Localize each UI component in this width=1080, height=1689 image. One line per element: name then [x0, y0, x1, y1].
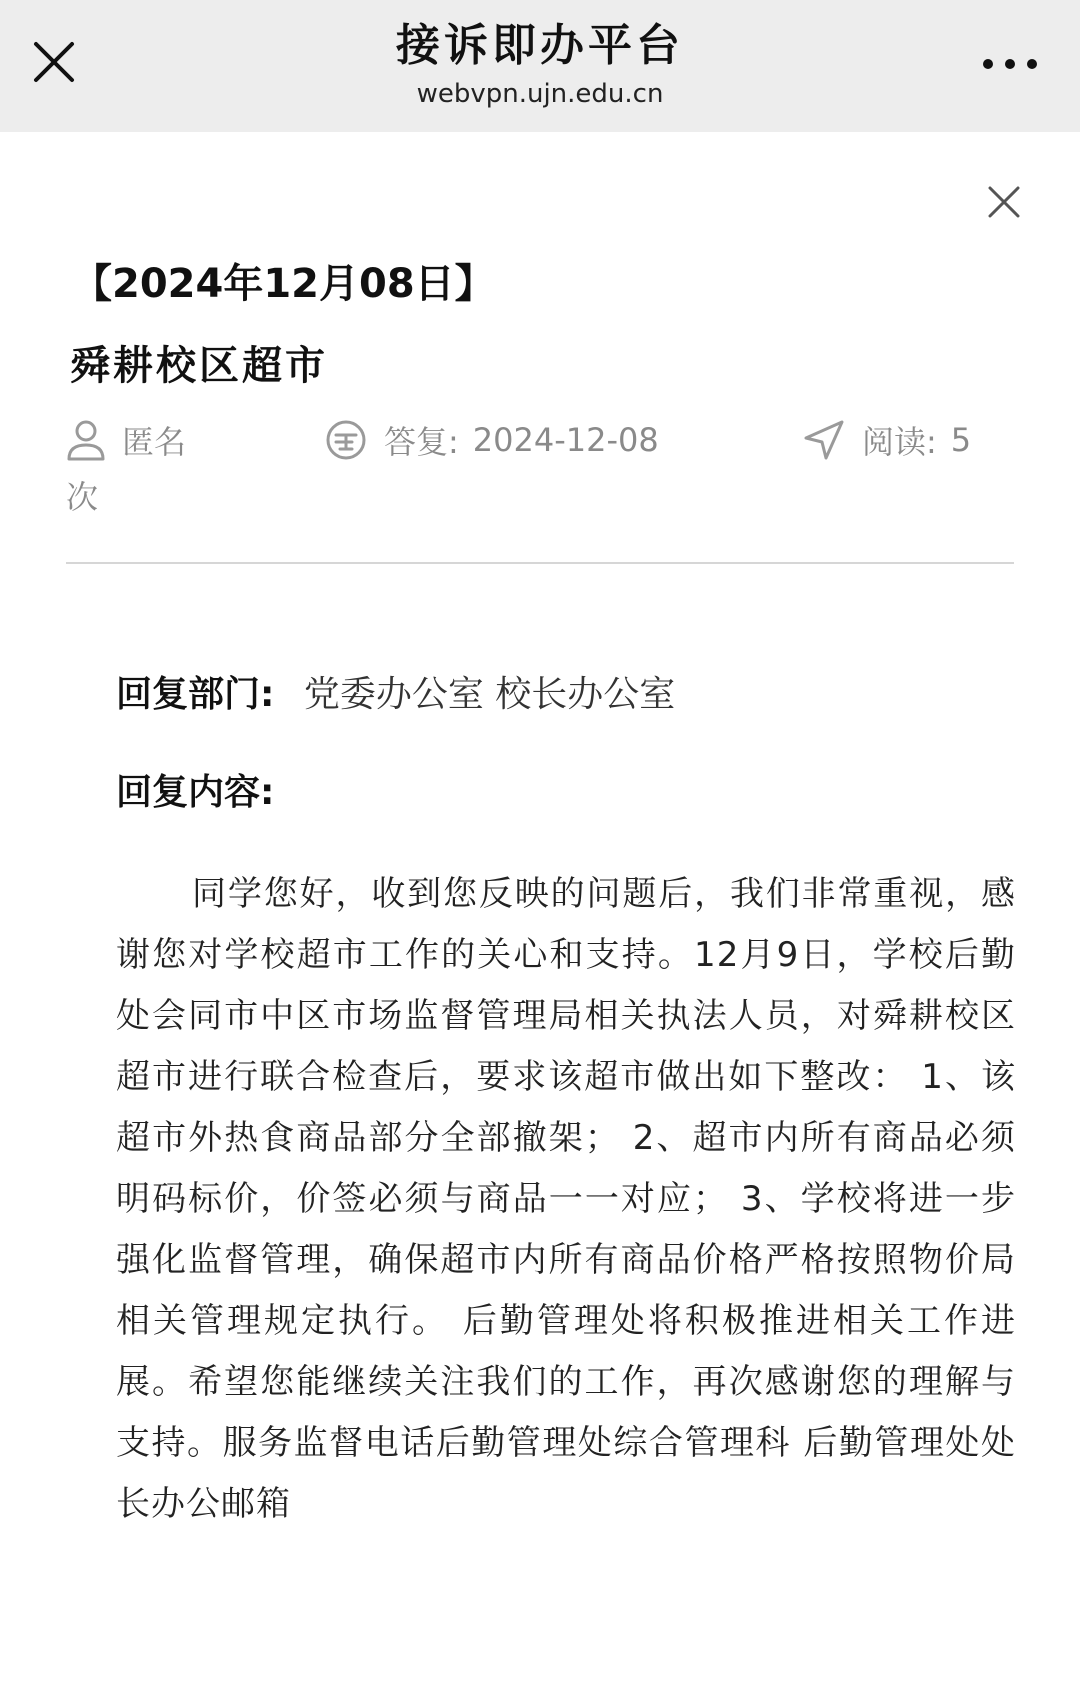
reads-label: 阅读:: [862, 423, 937, 461]
post-title: 舜耕校区超市: [70, 343, 328, 389]
close-button[interactable]: [28, 36, 80, 88]
reply-department-value: 党委办公室 校长办公室: [303, 674, 676, 715]
reply-content: 同学您好，收到您反映的问题后，我们非常重视，感谢您对学校超市工作的关心和支持。12月9日，学校后勤处会同市中区市场监督管理局相关执法人员，对舜耕校区超市进行联合检查后，要求该超市做出如下整改： 1、该超市外热食商品部分全部撤架； 2、超市内所有商品必须明码标价，价签必须与商品一一对应； 3、学校将进一步强化监督管理，确保超市内所有商品价格严格按照物价局相关管理规定执行。 后勤管理处将积极推进相关工作进展。希望您能继续关注我们的工作，再次感谢您的理解与支持。服务监督电话后勤管理处综合管理科 后勤管理处处长办公邮箱: [116, 874, 1016, 1524]
close-icon: [986, 184, 1022, 220]
reads-count: 5: [950, 421, 972, 459]
author-name: 匿名: [122, 423, 187, 461]
post-date: 【2024年12月08日】: [72, 261, 495, 307]
post-meta: [66, 414, 1006, 524]
reply-label: 答复:: [384, 423, 459, 461]
reply-date: 2024-12-08: [472, 421, 659, 459]
more-button[interactable]: [980, 52, 1040, 76]
close-icon: [28, 36, 80, 88]
more-dots-icon: [980, 52, 1040, 76]
read-count-info: [802, 414, 971, 466]
reply-message-icon: [324, 418, 368, 462]
app-url: webvpn.ujn.edu.cn: [416, 79, 664, 109]
reply-department: [116, 666, 675, 717]
dismiss-button[interactable]: [986, 184, 1022, 220]
user-icon: [66, 418, 106, 462]
navigation-arrow-icon: [802, 418, 846, 462]
top-nav-bar: [0, 0, 1080, 132]
divider: [66, 562, 1014, 564]
reply-content-label: 回复内容:: [116, 772, 275, 813]
reads-unit: 次: [66, 478, 99, 516]
app-title: 接诉即办平台: [396, 20, 684, 71]
title-block: [240, 14, 840, 110]
author-info: [66, 414, 186, 466]
reply-info: [324, 414, 659, 466]
reply-department-label: 回复部门:: [116, 674, 275, 715]
